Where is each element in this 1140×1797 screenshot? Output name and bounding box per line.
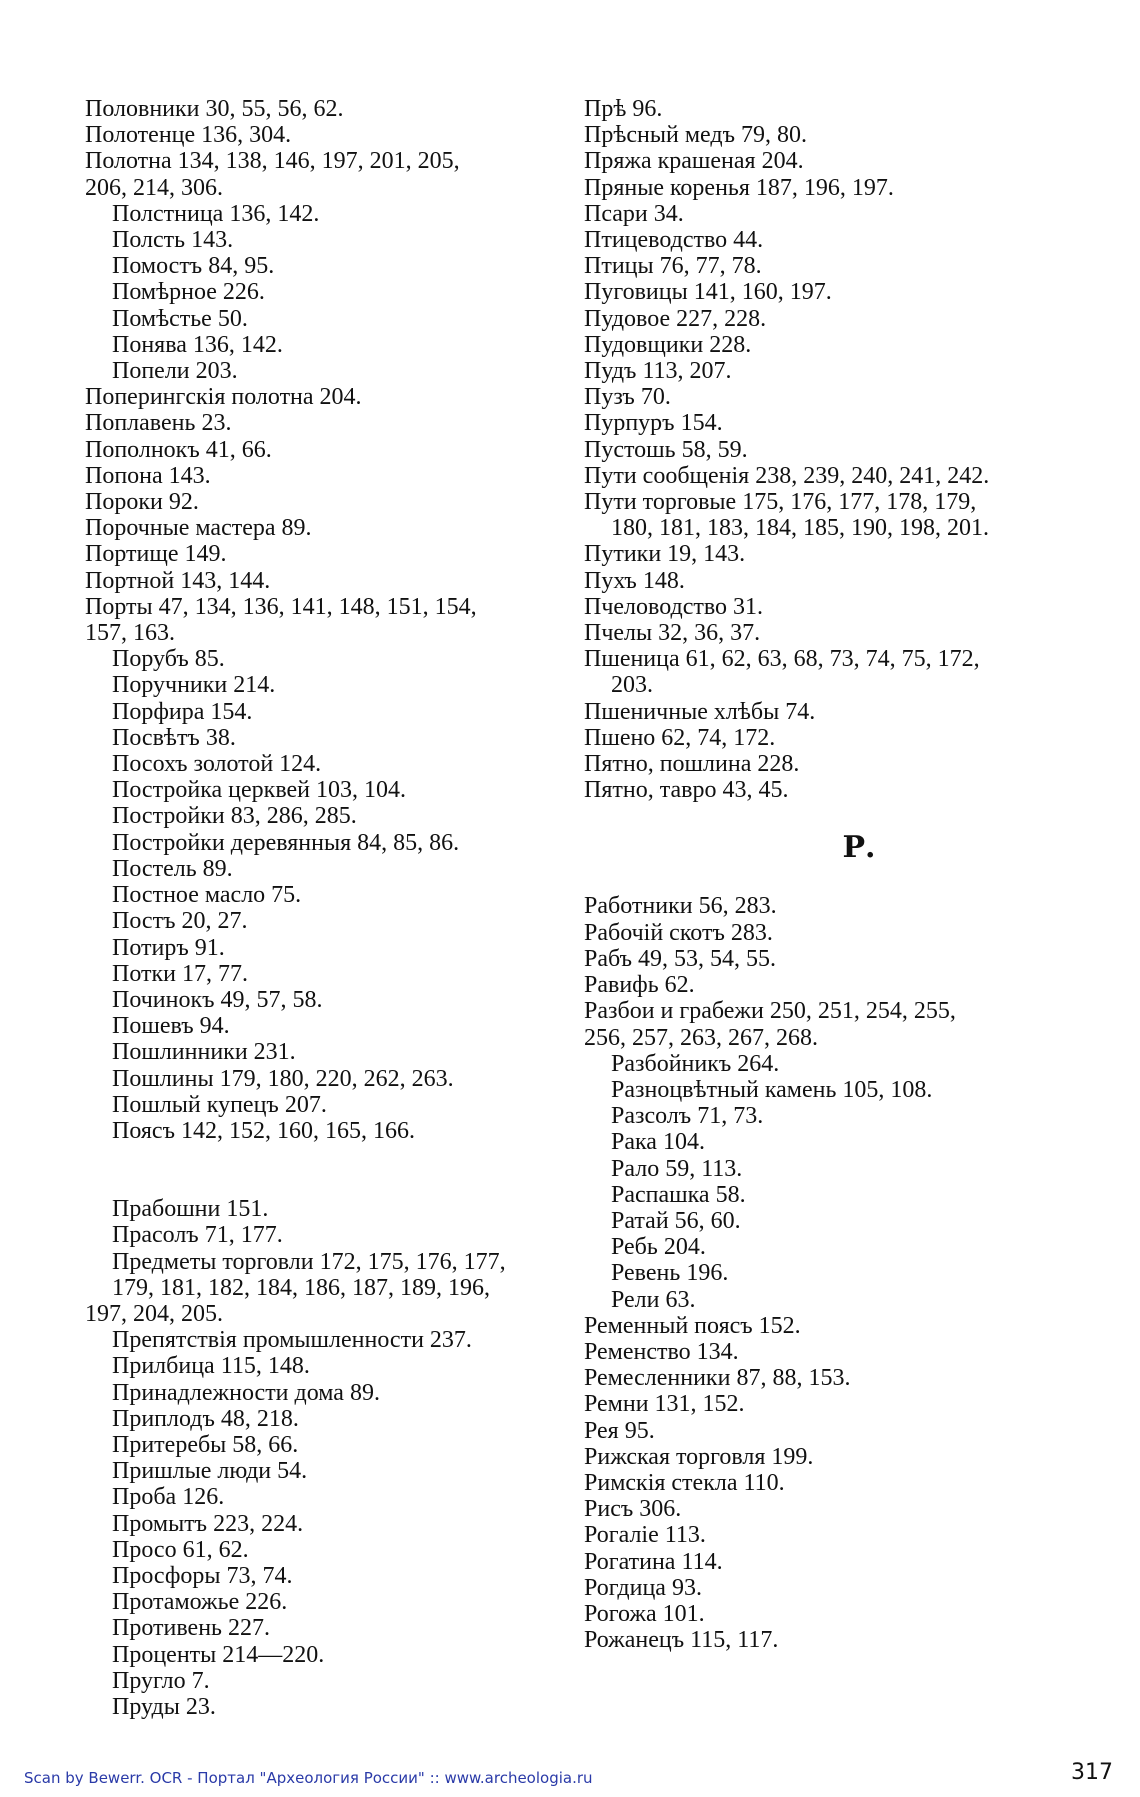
index-entry: Прѣсный медъ 79, 80. [584, 122, 807, 149]
index-entry: Полотенце 136, 304. [85, 122, 292, 149]
index-entry: Пчеловодство 31. [584, 593, 764, 620]
index-entry: Порубъ 85. [112, 646, 225, 673]
index-entry: Пруды 23. [112, 1693, 216, 1720]
index-entry: Порты 47, 134, 136, 141, 148, 151, 154, [85, 593, 477, 620]
index-entry: Рея 95. [584, 1417, 655, 1444]
index-entry: Пути сообщенія 238, 239, 240, 241, 242. [584, 462, 990, 489]
index-entry: Полсть 143. [112, 227, 234, 254]
index-entry: Попона 143. [85, 462, 211, 489]
index-entry: Пошлинники 231. [112, 1039, 296, 1066]
index-entry: Потиръ 91. [112, 934, 225, 961]
index-entry: Пшеничные хлѣбы 74. [584, 698, 816, 725]
index-entry: Помѣрное 226. [112, 279, 265, 306]
index-entry: Помѣстье 50. [112, 305, 248, 332]
index-entry: Проценты 214—220. [112, 1641, 325, 1668]
index-entry: Понява 136, 142. [112, 331, 283, 358]
index-entry: Рабъ 49, 53, 54, 55. [584, 945, 777, 972]
index-entry: Ременный поясъ 152. [584, 1312, 801, 1339]
index-entry: Поручники 214. [112, 672, 276, 699]
index-entry: Пряжа крашеная 204. [584, 148, 804, 175]
index-entry: Прасолъ 71, 177. [112, 1222, 283, 1249]
index-entry: 203. [611, 672, 653, 699]
index-entry: Пряные коренья 187, 196, 197. [584, 174, 894, 201]
index-entry: Постъ 20, 27. [112, 908, 248, 935]
index-entry: Пухъ 148. [584, 567, 685, 594]
index-entry: Ратай 56, 60. [611, 1207, 741, 1234]
index-entry: Портной 143, 144. [85, 567, 271, 594]
index-entry: Пошлины 179, 180, 220, 262, 263. [112, 1065, 454, 1092]
index-entry: Предметы торговли 172, 175, 176, 177, [112, 1248, 506, 1275]
index-entry: Пурпуръ 154. [584, 410, 723, 437]
index-entry: Пороки 92. [85, 489, 199, 516]
index-entry: Помостъ 84, 95. [112, 253, 275, 280]
index-entry: Пуговицы 141, 160, 197. [584, 279, 832, 306]
index-entry: Просфоры 73, 74. [112, 1562, 293, 1589]
index-entry: Пришлые люди 54. [112, 1458, 308, 1485]
index-entry: Посвѣтъ 38. [112, 724, 236, 751]
index-entry: Прѣ 96. [584, 96, 663, 122]
index-entry: Проба 126. [112, 1484, 225, 1511]
index-entry: Ременство 134. [584, 1338, 739, 1365]
section-letter-heading: Р. [842, 830, 876, 866]
index-entry: Постройка церквей 103, 104. [112, 777, 406, 804]
index-entry: Ревень 196. [611, 1260, 729, 1287]
index-entry: Пудовое 227, 228. [584, 305, 767, 332]
index-entry: Постройки деревянныя 84, 85, 86. [112, 829, 460, 856]
index-entry: Рака 104. [611, 1129, 705, 1156]
index-entry: Ремни 131, 152. [584, 1391, 745, 1418]
scan-credit-footer: Scan by Bewerr. OCR - Портал "Археология России" :: www.archeologia.ru [24, 1769, 593, 1787]
index-entry: Попели 203. [112, 358, 238, 385]
index-entry: Пятно, тавро 43, 45. [584, 777, 789, 804]
index-entry: Птицы 76, 77, 78. [584, 253, 762, 280]
index-entry: Рожанецъ 115, 117. [584, 1627, 779, 1654]
index-entry: Разбои и грабежи 250, 251, 254, 255, [584, 998, 956, 1025]
index-entry: Рижская торговля 199. [584, 1443, 814, 1470]
index-entry: Постройки 83, 286, 285. [112, 803, 357, 830]
index-entry: Препятствія промышленности 237. [112, 1327, 472, 1354]
index-entry: Просо 61, 62. [112, 1536, 249, 1563]
index-entry: Потки 17, 77. [112, 960, 249, 987]
index-entry: 157, 163. [85, 620, 175, 647]
index-entry: Пудъ 113, 207. [584, 358, 732, 385]
index-entry: Псари 34. [584, 200, 684, 227]
index-entry: Поплавень 23. [85, 410, 232, 437]
left-index-column [85, 96, 565, 1720]
index-entry: Римскія стекла 110. [584, 1469, 785, 1496]
section-gap [85, 1144, 565, 1196]
index-entry: Принадлежности дома 89. [112, 1379, 380, 1406]
index-entry: Рисъ 306. [584, 1496, 682, 1523]
index-entry: Постель 89. [112, 855, 233, 882]
index-entry: Пустошь 58, 59. [584, 436, 748, 463]
index-entry: Пятно, пошлина 228. [584, 751, 800, 778]
index-entry: Портище 149. [85, 541, 227, 568]
index-entry: Поясъ 142, 152, 160, 165, 166. [112, 1117, 415, 1144]
index-entry: Посохъ золотой 124. [112, 751, 322, 778]
index-entry: Разбойникъ 264. [611, 1050, 780, 1077]
index-entry: Распашка 58. [611, 1181, 746, 1208]
index-entry: Рогатина 114. [584, 1548, 723, 1575]
index-entry: Птицеводство 44. [584, 227, 764, 254]
index-entry: Пошевъ 94. [112, 1013, 230, 1040]
index-entry: Путики 19, 143. [584, 541, 746, 568]
index-entry: Половники 30, 55, 56, 62. [85, 96, 344, 122]
index-entry: Рабочій скотъ 283. [584, 919, 773, 946]
index-entry: Пошлый купецъ 207. [112, 1091, 327, 1118]
index-entry: Противень 227. [112, 1615, 270, 1642]
index-entry: Рели 63. [611, 1286, 696, 1313]
index-entry: Ремесленники 87, 88, 153. [584, 1365, 851, 1392]
index-entry: Притеребы 58, 66. [112, 1431, 299, 1458]
index-entry: Полотна 134, 138, 146, 197, 201, 205, [85, 148, 460, 175]
index-entry: 256, 257, 263, 267, 268. [584, 1024, 818, 1051]
index-entry: Промытъ 223, 224. [112, 1510, 304, 1537]
index-entry: 206, 214, 306. [85, 174, 223, 201]
index-entry: Прабошни 151. [112, 1196, 269, 1223]
index-entry: Равифь 62. [584, 972, 695, 999]
index-entry: Рогдица 93. [584, 1574, 702, 1601]
index-entry: Разсолъ 71, 73. [611, 1103, 764, 1130]
index-entry: 197, 204, 205. [85, 1300, 223, 1327]
index-entry: 179, 181, 182, 184, 186, 187, 189, 196, [112, 1274, 490, 1301]
index-entry: Поперингскія полотна 204. [85, 384, 362, 411]
index-entry: Пчелы 32, 36, 37. [584, 620, 761, 647]
index-entry: Пузъ 70. [584, 384, 671, 411]
index-entry: Постное масло 75. [112, 882, 302, 909]
index-entry: Рогаліе 113. [584, 1522, 706, 1549]
index-entry: Рогожа 101. [584, 1600, 705, 1627]
index-entry: Разноцвѣтный камень 105, 108. [611, 1076, 933, 1103]
index-entry: Пудовщики 228. [584, 331, 752, 358]
index-entry: Порочные мастера 89. [85, 515, 312, 542]
index-entry: Приплодъ 48, 218. [112, 1405, 299, 1432]
index-entry: 180, 181, 183, 184, 185, 190, 198, 201. [611, 515, 989, 542]
index-entry: Порфира 154. [112, 698, 253, 725]
index-entry: Рало 59, 113. [611, 1155, 743, 1182]
index-entry: Прилбица 115, 148. [112, 1353, 310, 1380]
index-entry: Пругло 7. [112, 1667, 210, 1694]
index-entry: Пшеница 61, 62, 63, 68, 73, 74, 75, 172, [584, 646, 980, 673]
page-number: 317 [1071, 1760, 1113, 1785]
right-index-column [584, 96, 1054, 1653]
index-entry: Пути торговые 175, 176, 177, 178, 179, [584, 489, 977, 516]
index-entry: Полстница 136, 142. [112, 200, 320, 227]
index-entry: Пополнокъ 41, 66. [85, 436, 272, 463]
index-entry: Пшено 62, 74, 172. [584, 724, 776, 751]
index-entry: Работники 56, 283. [584, 893, 777, 920]
index-entry: Починокъ 49, 57, 58. [112, 986, 323, 1013]
index-entry: Ребь 204. [611, 1234, 706, 1261]
index-entry: Протаможье 226. [112, 1589, 288, 1616]
